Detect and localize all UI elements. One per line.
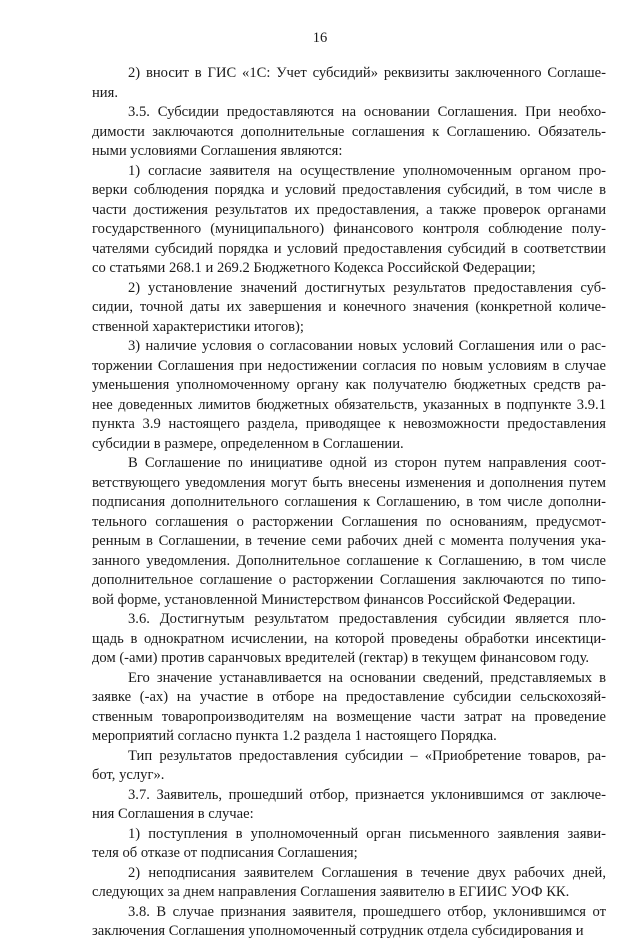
text-line: ственной характеристики итогов); bbox=[92, 318, 304, 335]
text-line: вой форме, установленной Министерством финансов Российской Федерации. bbox=[92, 591, 576, 608]
paragraph bbox=[92, 864, 606, 903]
text-line: 1) согласие заявителя на осуществление уполномоченным органом про- bbox=[128, 162, 606, 179]
document-body bbox=[92, 64, 606, 942]
paragraph bbox=[92, 903, 606, 942]
paragraph bbox=[92, 454, 606, 610]
text-line: государственного (муниципального) финансового контроля соблюдение полу- bbox=[92, 221, 606, 237]
text-line: субсидии в размере, определенном в Соглашении. bbox=[92, 435, 404, 452]
text-line: нее доведенных лимитов бюджетных обязательств, указанных в подпункте 3.9.1 bbox=[92, 396, 606, 413]
text-line: уменьшения уполномоченному органу как получателю бюджетных средств ра- bbox=[92, 377, 606, 393]
paragraph bbox=[92, 337, 606, 454]
text-line: щадь в однократном исчислении, на которой проведены обработки инсектици- bbox=[92, 630, 606, 647]
text-line: сидии, точной даты их завершения и конечного значения (конкретной количе- bbox=[92, 299, 606, 315]
text-line: 3.7. Заявитель, прошедший отбор, признается уклонившимся от заключе- bbox=[128, 786, 606, 803]
paragraph bbox=[92, 64, 606, 103]
text-line: ственным товаропроизводителям на возмещение части затрат на проведение bbox=[92, 708, 606, 725]
text-line: Его значение устанавливается на основании сведений, представляемых в bbox=[128, 669, 606, 686]
text-line: ными условиями Соглашения являются: bbox=[92, 143, 343, 159]
text-line: занного уведомления. Дополнительное соглашение к Соглашению, в том числе bbox=[92, 552, 606, 569]
text-line: ренным в Соглашении, в течение семи рабочих дней с момента получения ука- bbox=[92, 533, 606, 549]
text-line: 2) неподписания заявителем Соглашения в течение двух рабочих дней, bbox=[128, 864, 606, 881]
text-line: 3.6. Достигнутым результатом предоставления субсидии является пло- bbox=[128, 611, 606, 627]
paragraph bbox=[92, 103, 606, 162]
text-line: чателями субсидий порядка и условий предоставления субсидий в соответствии bbox=[92, 240, 606, 257]
paragraph bbox=[92, 786, 606, 825]
text-line: дом (-ами) против саранчовых вредителей (гектар) в текущем финансовом году. bbox=[92, 650, 590, 666]
paragraph bbox=[92, 747, 606, 786]
text-line: 3.5. Субсидии предоставляются на основании Соглашения. При необхо- bbox=[128, 104, 606, 120]
paragraph bbox=[92, 610, 606, 669]
paragraph bbox=[92, 279, 606, 338]
text-line: заявке (-ах) на участие в отборе на предоставление субсидии сельскохозяй- bbox=[92, 689, 606, 705]
text-line: заключения Соглашения уполномоченный сотрудник отдела субсидирования и bbox=[92, 923, 584, 939]
text-line: 2) установление значений достигнутых результатов предоставления суб- bbox=[128, 279, 606, 296]
text-line: бот, услуг». bbox=[92, 767, 165, 783]
page-number: 16 bbox=[312, 30, 328, 46]
text-line: мероприятий согласно пункта 1.2 раздела 1 настоящего Порядка. bbox=[92, 728, 497, 744]
text-line: ния Соглашения в случае: bbox=[92, 806, 254, 822]
text-line: дополнительное соглашение о расторжении Соглашения заключаются по типо- bbox=[92, 572, 606, 588]
paragraph bbox=[92, 669, 606, 747]
text-line: ветствующего уведомления могут быть внесены изменения и дополнения путем bbox=[92, 474, 606, 491]
text-line: 1) поступления в уполномоченный орган письменного заявления заяви- bbox=[128, 825, 606, 842]
text-line: подписания дополнительного соглашения к Соглашению, в том числе дополни- bbox=[92, 494, 606, 510]
text-line: димости заключаются дополнительные соглашения к Соглашению. Обязатель- bbox=[92, 123, 606, 140]
text-line: 2) вносит в ГИС «1С: Учет субсидий» реквизиты заключенного Соглаше- bbox=[128, 65, 606, 81]
text-line: торжении Соглашения при недостижении согласия по новым условиям в случае bbox=[92, 357, 606, 374]
text-line: 3) наличие условия о согласовании новых условий Соглашения или о рас- bbox=[128, 338, 606, 354]
text-line: 3.8. В случае признания заявителя, прошедшего отбор, уклонившимся от bbox=[128, 903, 606, 920]
text-line: ния. bbox=[92, 84, 118, 101]
text-line: теля об отказе от подписания Соглашения; bbox=[92, 845, 358, 861]
text-line: части достижения результатов их предоставления, а также проверок органами bbox=[92, 201, 606, 218]
text-line: Тип результатов предоставления субсидии – «Приобретение товаров, ра- bbox=[128, 747, 606, 764]
paragraph bbox=[92, 825, 606, 864]
text-line: со статьями 268.1 и 269.2 Бюджетного Кодекса Российской Федерации; bbox=[92, 260, 536, 276]
text-line: В Соглашение по инициативе одной из сторон путем направления соот- bbox=[128, 455, 606, 471]
text-line: пункта 3.9 настоящего раздела, приводящее к невозможности предоставления bbox=[92, 416, 606, 432]
text-line: тельного соглашения о расторжении Соглашения по основаниям, предусмот- bbox=[92, 513, 606, 530]
paragraph bbox=[92, 162, 606, 279]
text-line: верки соблюдения порядка и условий предоставления субсидий, в том числе в bbox=[92, 182, 606, 198]
text-line: следующих за днем направления Соглашения заявителю в ЕГИИС УОФ КК. bbox=[92, 884, 570, 900]
